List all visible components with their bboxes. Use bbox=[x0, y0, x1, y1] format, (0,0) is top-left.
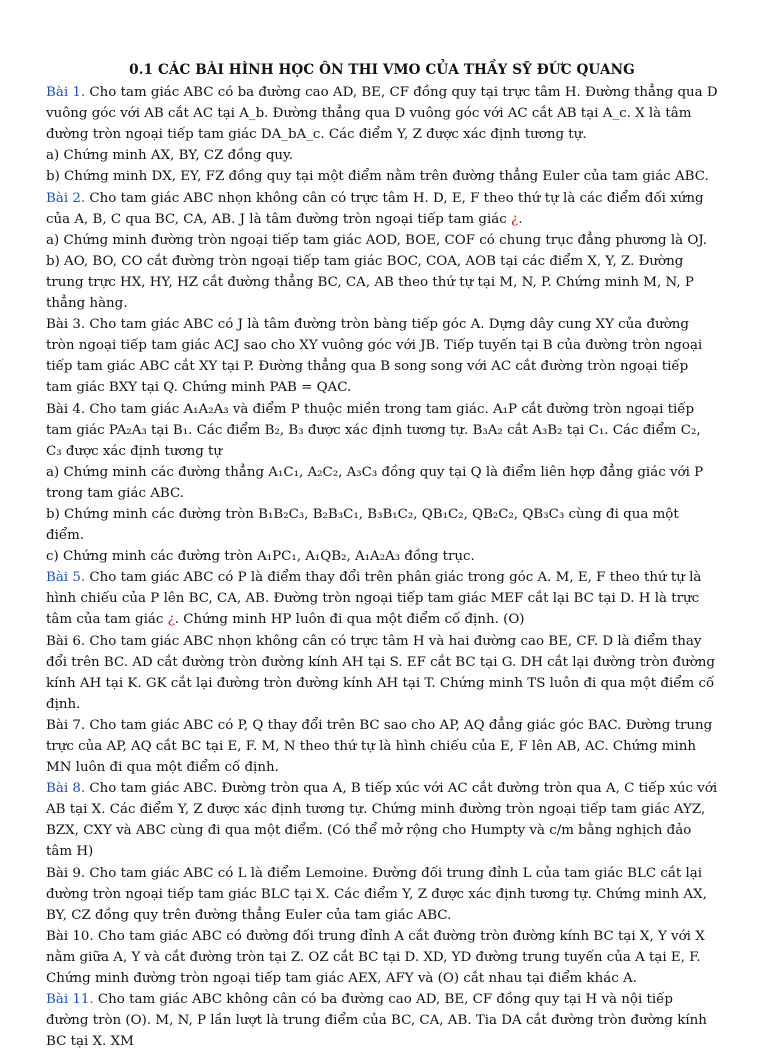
placeholder-glyph: ¿ bbox=[167, 612, 175, 628]
paragraph-text: a) Chứng minh đường tròn ngoại tiếp tam giác AOD, BOE, COF có chung trục đẳng phương là OJ. bbox=[46, 232, 707, 248]
paragraph-text: Bài 3. Cho tam giác ABC có J là tâm đường tròn bàng tiếp góc A. Dựng dây cung XY của đường tròn ngoại tiếp tam giác ACJ sao cho XY vuông góc với JB. Tiếp tuyến tại B của đường tròn ngoại tiếp tam giác ABC cắt XY tại P. Đường thẳng qua B song song với AC cắt đường tròn ngoại tiếp tam giác BXY tại Q. Chứng minh PAB = QAC. bbox=[46, 317, 703, 396]
paragraph-text: a) Chứng minh AX, BY, CZ đồng quy. bbox=[46, 148, 294, 164]
paragraph-text: c) Chứng minh các đường tròn A₁PC₁, A₁QB₂, A₁A₂A₃ đồng trục. bbox=[46, 549, 475, 565]
paragraph bbox=[46, 863, 718, 926]
paragraph bbox=[46, 631, 718, 715]
paragraph-tail: . bbox=[518, 211, 523, 227]
paragraph-text: a) Chứng minh các đường thẳng A₁C₁, A₂C₂, A₃C₃ đồng quy tại Q là điểm liên hợp đẳng giác với P trong tam giác ABC. bbox=[46, 464, 704, 501]
paragraph bbox=[46, 230, 718, 251]
paragraph bbox=[46, 251, 718, 314]
paragraph bbox=[46, 989, 718, 1052]
paragraph bbox=[46, 715, 718, 778]
paragraph bbox=[46, 314, 718, 398]
page-title: 0.1 CÁC BÀI HÌNH HỌC ÔN THI VMO CỦA THẦY SỸ ĐỨC QUANG bbox=[129, 62, 635, 78]
paragraph-tail: . Chứng minh HP luôn đi qua một điểm cố định. (O) bbox=[174, 612, 525, 628]
paragraph bbox=[46, 82, 718, 145]
paragraph bbox=[46, 462, 718, 504]
paragraph bbox=[46, 926, 718, 989]
paragraph-text: Bài 10. Cho tam giác ABC có đường đối trung đỉnh A cắt đường tròn đường kính BC tại X, Y với X nằm giữa A, Y và cắt đường tròn tại Z. OZ cắt BC tại D. XD, YD đường trung tuyến của A tại E, F. Chứng minh đường tròn ngoại tiếp tam giác AEX, AFY và (O) cắt nhau tại điểm khác A. bbox=[46, 928, 705, 987]
paragraph bbox=[46, 188, 718, 230]
paragraph-text: Bài 9. Cho tam giác ABC có L là điểm Lemoine. Đường đối trung đỉnh L của tam giác BLC cắt lại đường tròn ngoại tiếp tam giác BLC tại X. Các điểm Y, Z được xác định tương tự. Chứng minh AX, BY, CZ đồng quy trên đường thẳng Euler của tam giác ABC. bbox=[46, 865, 707, 923]
paragraph bbox=[46, 504, 718, 546]
paragraph bbox=[46, 166, 718, 187]
paragraph-text: b) Chứng minh DX, EY, FZ đồng quy tại một điểm nằm trên đường thẳng Euler của tam giác ABC. bbox=[46, 169, 709, 185]
paragraph-text: Bài 6. Cho tam giác ABC nhọn không cân có trực tâm H và hai đường cao BE, CF. D là điểm thay đổi trên BC. AD cắt đường tròn đường kính AH tại S. EF cắt BC tại G. DH cắt lại đường tròn đường kính AH tại K. GK cắt lại đường tròn đường kính AH tại T. Chứng minh TS luôn đi qua một điểm cố định. bbox=[46, 633, 715, 712]
problem-label: Bài 1. bbox=[46, 85, 86, 101]
problem-label: Bài 11. bbox=[46, 992, 94, 1008]
placeholder-glyph: ¿ bbox=[511, 211, 519, 227]
paragraph bbox=[46, 546, 718, 567]
paragraph-text: Cho tam giác ABC có P là điểm thay đổi trên phân giác trong góc A. M, E, F theo thứ tự là hình chiếu của P lên BC, CA, AB. Đường tròn ngoại tiếp tam giác MEF cắt lại BC tại D. H là trực tâm của tam giác bbox=[46, 570, 702, 628]
paragraph-text: Cho tam giác ABC. Đường tròn qua A, B tiếp xúc với AC cắt đường tròn qua A, C tiếp xúc với AB tại X. Các điểm Y, Z được xác định tương tự. Chứng minh đường tròn ngoại tiếp tam giác AYZ, BZX, CXY và ABC cùng đi qua một điểm. (Có thể mở rộng cho Humpty và c/m bằng nghịch đảo tâm H) bbox=[46, 781, 718, 860]
paragraph bbox=[46, 399, 718, 462]
paragraph-text: Bài 4. Cho tam giác A₁A₂A₃ và điểm P thuộc miền trong tam giác. A₁P cắt đường tròn ngoại tiếp tam giác PA₂A₃ tại B₁. Các điểm B₂, B₃ được xác định tương tự. B₃A₂ cắt A₃B₂ tại C₁. Các điểm C₂, C₃ được xác định tương tự bbox=[46, 401, 701, 459]
paragraph bbox=[46, 567, 718, 630]
problem-label: Bài 5. bbox=[46, 570, 86, 586]
paragraph bbox=[46, 145, 718, 166]
paragraph-text: b) AO, BO, CO cắt đường tròn ngoại tiếp tam giác BOC, COA, AOB tại các điểm X, Y, Z. Đường trung trực HX, HY, HZ cắt đường thẳng BC, CA, AB theo thứ tự tại M, N, P. Chứng minh M, N, P thẳng hàng. bbox=[46, 253, 694, 312]
paragraph-text: b) Chứng minh các đường tròn B₁B₂C₃, B₂B₃C₁, B₃B₁C₂, QB₁C₂, QB₂C₂, QB₃C₃ cùng đi qua một điểm. bbox=[46, 506, 679, 544]
paragraph-text: Cho tam giác ABC không cân có ba đường cao AD, BE, CF đồng quy tại H và nội tiếp đường tròn (O). M, N, P lần lượt là trung điểm của BC, CA, AB. Tia DA cắt đường tròn đường kính BC tại X. XM bbox=[46, 992, 707, 1050]
paragraph-text: Cho tam giác ABC nhọn không cân có trực tâm H. D, E, F theo thứ tự là các điểm đối xứng của A, B, C qua BC, CA, AB. J là tâm đường tròn ngoại tiếp tam giác bbox=[46, 190, 704, 227]
paragraph bbox=[46, 778, 718, 862]
paragraph-text: Cho tam giác ABC có ba đường cao AD, BE, CF đồng quy tại trực tâm H. Đường thẳng qua D vuông góc với AB cắt AC tại A_b. Đường thẳng qua D vuông góc với AC cắt AB tại A_c. X là tâm đường tròn ngoại tiếp tam giác DA_bA_c. Các điểm Y, Z được xác định tương tự. bbox=[46, 85, 718, 143]
document-body bbox=[46, 82, 718, 1052]
paragraph-text: Bài 7. Cho tam giác ABC có P, Q thay đổi trên BC sao cho AP, AQ đẳng giác góc BAC. Đường trung trực của AP, AQ cắt BC tại E, F. M, N theo thứ tự là hình chiếu của E, F lên AB, AC. Chứng minh MN luôn đi qua một điểm cố định. bbox=[46, 717, 713, 776]
problem-label: Bài 8. bbox=[46, 781, 86, 797]
problem-label: Bài 2. bbox=[46, 190, 86, 206]
